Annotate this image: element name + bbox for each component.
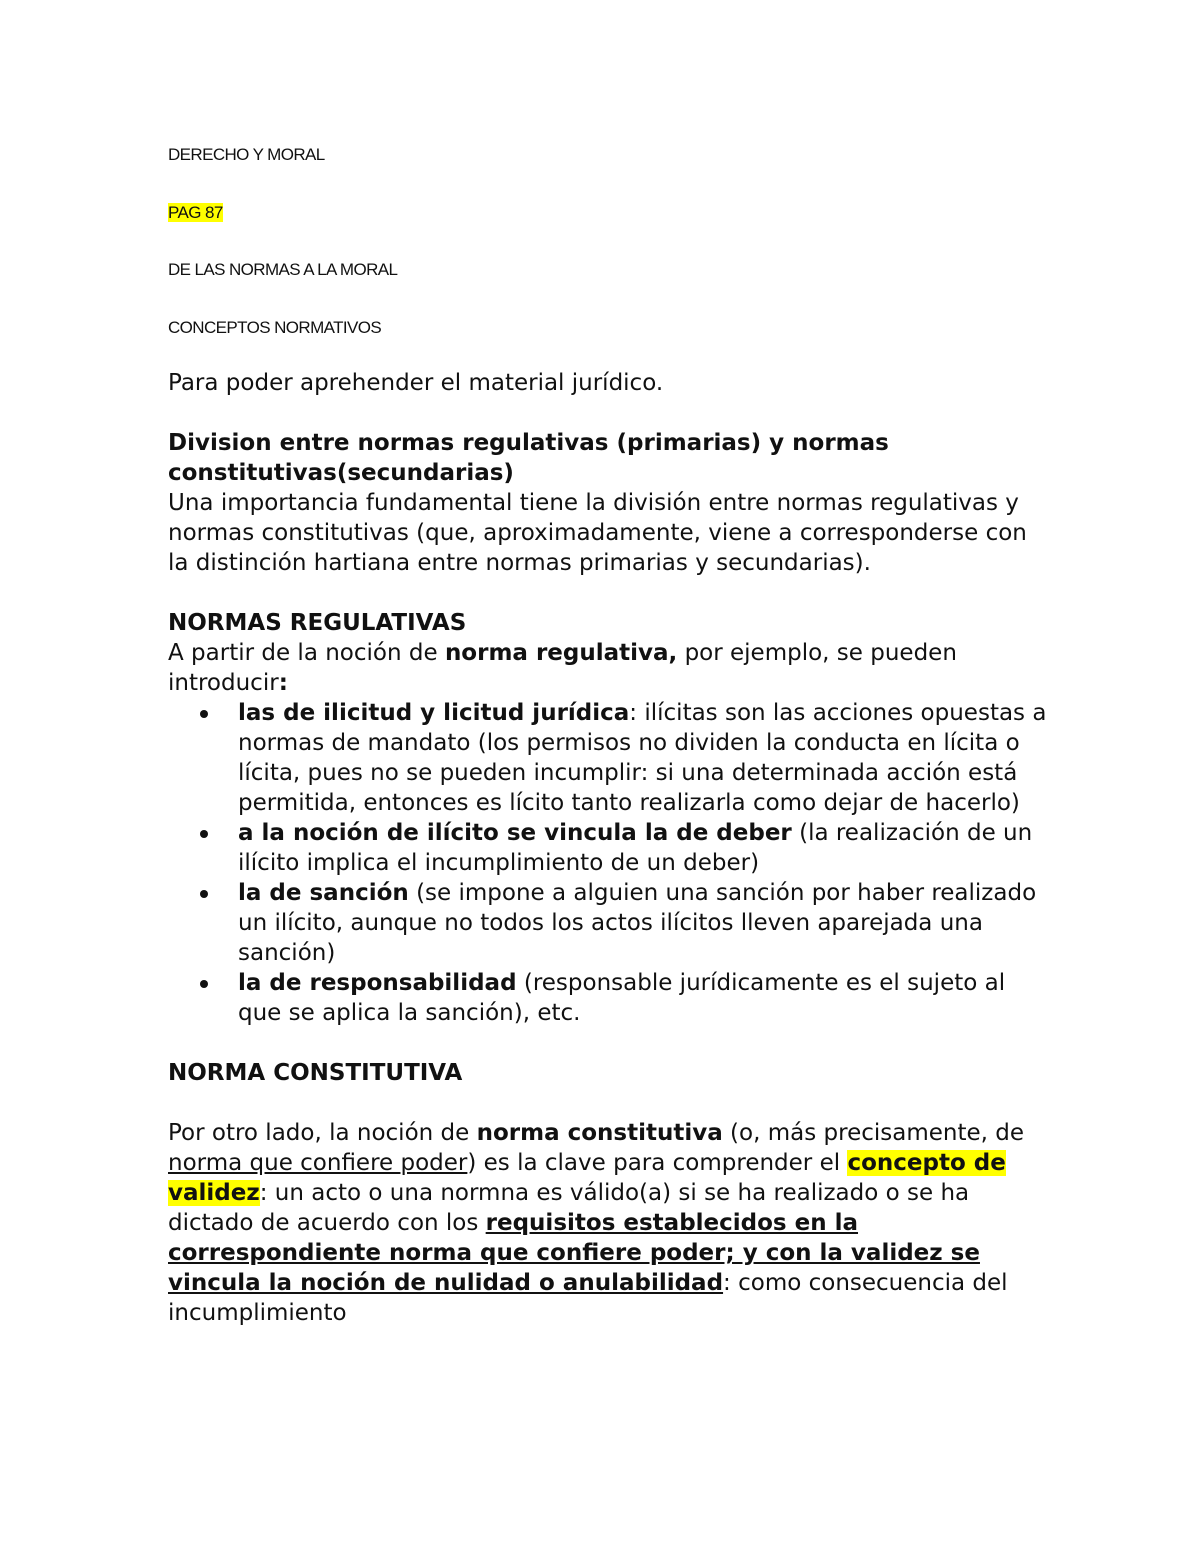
bullet-icon [200, 890, 208, 898]
page-reference-highlight: PAG 87 [168, 203, 223, 222]
list-item: la de responsabilidad (responsable jurídicamente es el sujeto al que se aplica la sanción), etc. [238, 968, 1048, 1028]
regulativas-intro: A partir de la noción de norma regulativa, por ejemplo, se pueden introducir: [168, 640, 957, 696]
division-paragraph: Una importancia fundamental tiene la división entre normas regulativas y normas constitutivas (que, aproximadamente, viene a corresponderse con la distinción hartiana entre normas primarias y secundarias). [168, 490, 1027, 576]
constitutiva-heading: NORMA CONSTITUTIVA [168, 1060, 463, 1086]
bullet-icon [200, 710, 208, 718]
regulativas-list [168, 698, 1048, 1028]
list-item: la de sanción (se impone a alguien una sanción por haber realizado un ilícito, aunque no todos los actos ilícitos lleven aparejada una sanción) [238, 878, 1048, 968]
intro-paragraph: Para poder aprehender el material jurídico. [168, 370, 664, 396]
constitutiva-paragraph: Por otro lado, la noción de norma constitutiva (o, más precisamente, de norma que confiere poder) es la clave para comprender el concepto de validez: un acto o una normna es válido(a) si se ha realizado o se ha dictado de acuerdo con los requisitos establecidos en la correspondiente norma que confiere poder; y con la validez se vincula la noción de nulidad o anulabilidad: como consecuencia del incumplimiento [168, 1120, 1025, 1326]
document-title: DERECHO Y MORAL [168, 145, 325, 164]
subsection-heading: CONCEPTOS NORMATIVOS [168, 318, 382, 337]
bullet-icon [200, 830, 208, 838]
main-body [168, 368, 1048, 1328]
bullet-icon [200, 980, 208, 988]
division-heading: Division entre normas regulativas (primarias) y normas constitutivas(secundarias) [168, 430, 889, 486]
regulativas-heading: NORMAS REGULATIVAS [168, 610, 467, 636]
section-heading: DE LAS NORMAS A LA MORAL [168, 260, 398, 279]
list-item: las de ilicitud y licitud jurídica: ilícitas son las acciones opuestas a normas de mandato (los permisos no dividen la conducta en lícita o lícita, pues no se pueden incumplir: si una determinada acción está permitida, entonces es lícito tanto realizarla como dejar de hacerlo) [238, 698, 1048, 818]
list-item: a la noción de ilícito se vincula la de deber (la realización de un ilícito implica el incumplimiento de un deber) [238, 818, 1048, 878]
validez-highlight: concepto de validez [168, 1150, 1006, 1206]
page-reference [168, 203, 223, 223]
